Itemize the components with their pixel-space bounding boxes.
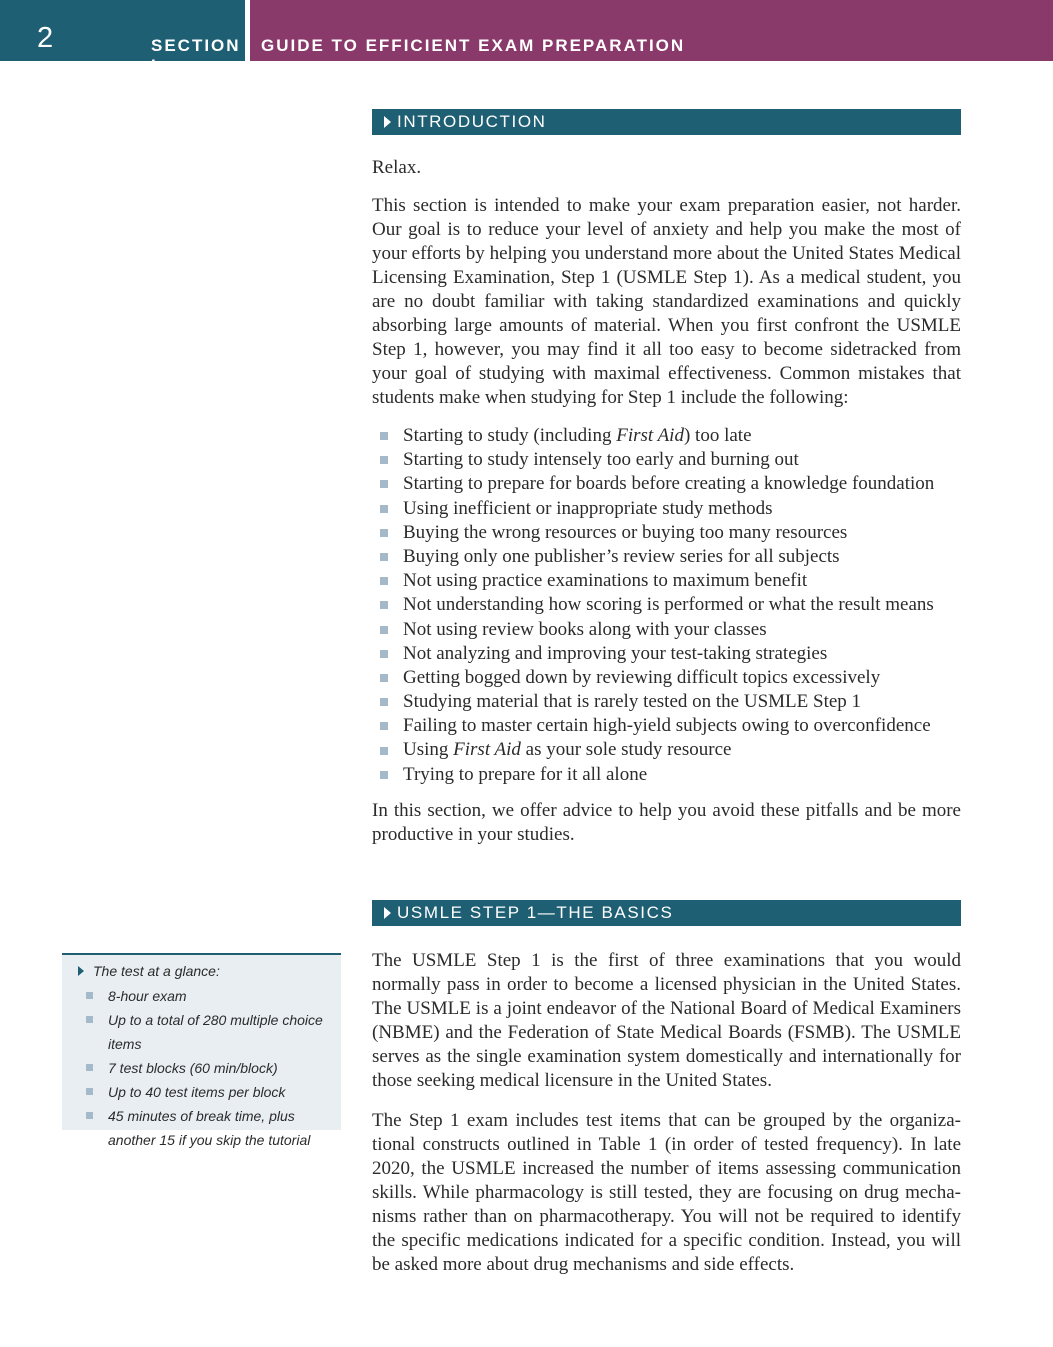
mistake-item xyxy=(380,763,934,787)
basics-heading-bar xyxy=(372,900,961,926)
mistake-item xyxy=(380,690,934,714)
mistake-item xyxy=(380,738,934,762)
introduction-heading: INTRODUCTION xyxy=(397,112,547,131)
sidebar-item: 7 test blocks (60 min/block) xyxy=(86,1056,338,1080)
square-bullet-icon xyxy=(86,1112,93,1119)
mistake-item xyxy=(380,593,934,617)
mistake-item xyxy=(380,472,934,496)
triangle-right-icon xyxy=(78,966,84,976)
square-bullet-icon xyxy=(380,529,388,537)
triangle-right-icon xyxy=(384,907,391,919)
square-bullet-icon xyxy=(380,747,388,755)
mistake-text: Getting bogged down by reviewing difficult topics excessively xyxy=(403,666,881,688)
mistake-text: Buying the wrong resources or buying too many resources xyxy=(403,521,848,543)
mistake-text: Starting to prepare for boards before creating a knowledge foundation xyxy=(403,473,935,495)
mistake-item xyxy=(380,448,934,472)
square-bullet-icon xyxy=(380,698,388,706)
mistake-text: Using inefficient or inappropriate study methods xyxy=(403,497,773,519)
square-bullet-icon xyxy=(86,1064,93,1071)
square-bullet-icon xyxy=(380,771,388,779)
square-bullet-icon xyxy=(380,601,388,609)
chapter-title: GUIDE TO EFFICIENT EXAM PREPARATION xyxy=(261,36,686,55)
sidebar-heading xyxy=(78,961,220,981)
mistake-item xyxy=(380,497,934,521)
page-header xyxy=(0,0,1053,75)
square-bullet-icon xyxy=(380,553,388,561)
header-section-block xyxy=(0,0,245,75)
square-bullet-icon xyxy=(380,505,388,513)
square-bullet-icon xyxy=(380,432,388,440)
mistake-item xyxy=(380,666,934,690)
mistake-text: Starting to study intensely too early and burning out xyxy=(403,449,799,471)
page-number: 2 xyxy=(37,22,55,54)
mistake-text: Studying material that is rarely tested on the USMLE Step 1 xyxy=(403,691,862,713)
square-bullet-icon xyxy=(380,650,388,658)
mistake-item xyxy=(380,521,934,545)
mistakes-list xyxy=(380,424,934,787)
sidebar-item: Up to a total of 280 multiple choice items xyxy=(86,1008,338,1056)
sidebar-title: The test at a glance: xyxy=(93,963,220,979)
mistake-text: Not understanding how scoring is performed or what the result means xyxy=(403,594,934,616)
mistake-text: Starting to study (including First Aid) too late xyxy=(403,425,752,446)
mistake-text: Not analyzing and improving your test-taking strategies xyxy=(403,642,828,664)
mistake-text: Buying only one publisher’s review series for all subjects xyxy=(403,545,840,567)
square-bullet-icon xyxy=(380,674,388,682)
header-chapter-block xyxy=(250,0,1053,61)
mistake-item xyxy=(380,642,934,666)
introduction-heading-bar xyxy=(372,109,961,135)
square-bullet-icon xyxy=(380,577,388,585)
square-bullet-icon xyxy=(380,626,388,634)
square-bullet-icon xyxy=(380,722,388,730)
introduction-paragraph: This section is intended to make your exam preparation easier, not harder. Our goal is to reduce your level of anxiety and help you make the most of your efforts by helping you understand more about the United States Medical Licensing Examination, Step 1 (USMLE Step 1). As a medical student, you are no doubt familiar with taking standardized examinations and quickly absorbing large amounts of material. When you first confront the USMLE Step 1, however, you may find it all too easy to become sidetracked from your goal of studying with maximal effectiveness. Common mistakes that students make when studying for Step 1 include the following: xyxy=(372,195,961,408)
mistake-item xyxy=(380,424,934,448)
mistake-text: Not using practice examinations to maximum benefit xyxy=(403,570,808,592)
square-bullet-icon xyxy=(380,480,388,488)
sidebar-list xyxy=(86,984,338,1152)
section-label: SECTION I xyxy=(151,36,241,75)
square-bullet-icon xyxy=(380,456,388,464)
relax-text: Relax. xyxy=(372,157,422,178)
basics-heading: USMLE STEP 1—THE BASICS xyxy=(397,903,674,922)
mistake-text: Failing to master certain high-yield subjects owing to overconfidence xyxy=(403,715,931,737)
mistake-item xyxy=(380,618,934,642)
mistake-item xyxy=(380,545,934,569)
square-bullet-icon xyxy=(86,1088,93,1095)
basics-paragraph-2: The Step 1 exam includes test items that can be grouped by the organizational constructs outlined in Table 1 (in order of tested frequency). In late 2020, the USMLE increased the number of items assessing communication skills. While pharmacology is still tested, they are focusing on drug mechanisms rather than on pharmacotherapy. You will not be required to identify the specific medications indicated for a specific condition. Instead, you will be asked more about drug mechanisms and side effects. xyxy=(372,1110,961,1275)
mistake-text: Not using review books along with your classes xyxy=(403,618,767,640)
sidebar-item: 45 minutes of break time, plus another 15 if you skip the tutorial xyxy=(86,1104,338,1152)
sidebar-item: 8-hour exam xyxy=(86,984,338,1008)
sidebar-item: Up to 40 test items per block xyxy=(86,1080,338,1104)
introduction-closing: In this section, we offer advice to help you avoid these pitfalls and be more productive in your studies. xyxy=(372,800,961,845)
mistake-text: Using First Aid as your sole study resource xyxy=(403,739,732,761)
triangle-right-icon xyxy=(384,116,391,128)
square-bullet-icon xyxy=(86,1016,93,1023)
basics-paragraph-1: The USMLE Step 1 is the first of three examinations that you would normally pass in order to become a licensed physician in the United States. The USMLE is a joint endeavor of the National Board of Medical Examiners (NBME) and the Federation of State Medical Boards (FSMB). The USMLE serves as the single examination system domestically and internationally for those seeking medical licensure in the United States. xyxy=(372,950,961,1091)
square-bullet-icon xyxy=(86,992,93,999)
mistake-item xyxy=(380,569,934,593)
mistake-item xyxy=(380,714,934,738)
test-at-a-glance-sidebar xyxy=(62,953,341,1148)
mistake-text: Trying to prepare for it all alone xyxy=(403,763,648,785)
